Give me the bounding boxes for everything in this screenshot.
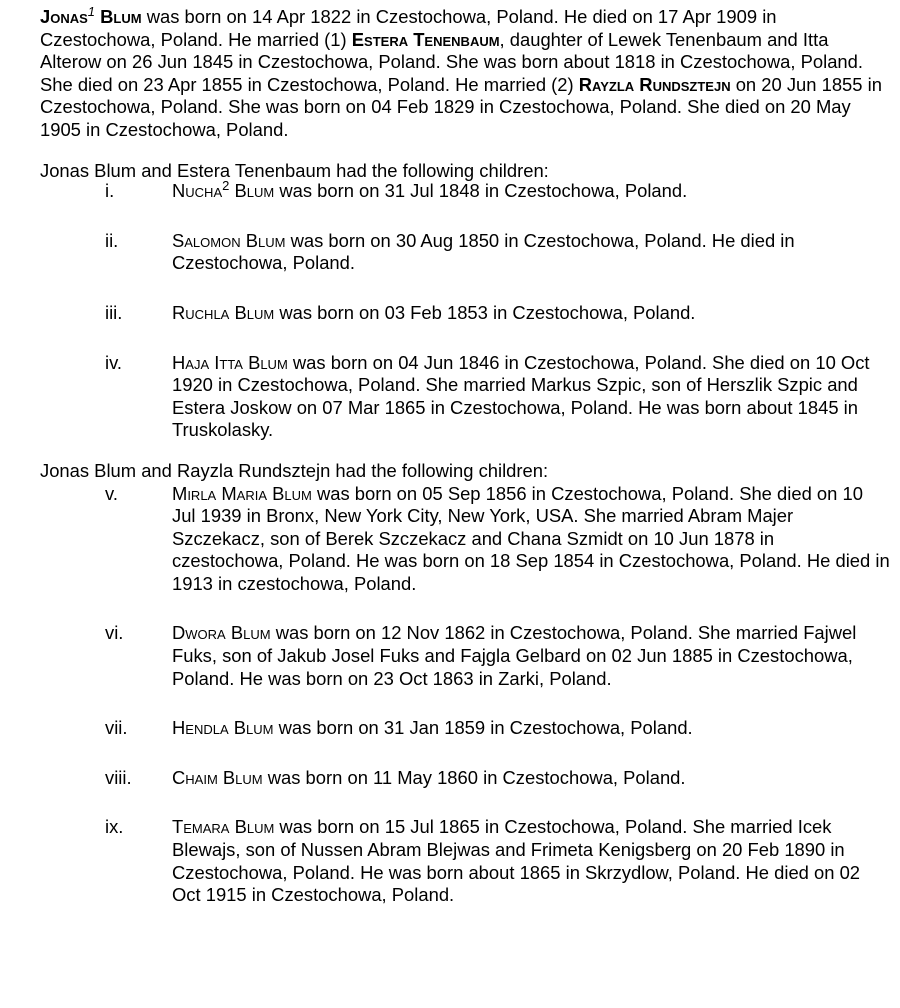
- child-details: was born on 15 Jul 1865 in Czestochowa, Poland. She married Icek Blewajs, son of Nussen Abram Blejwas and Frimeta Kenigsberg on 20 Feb 1890 in Czestochowa, Poland. He was born about 1865 in Skrzydlow, Poland. He died on 02 Oct 1915 in Czestochowa, Poland.: [172, 816, 861, 906]
- family-section: [40, 160, 890, 442]
- child-given-name: Ruchla: [172, 301, 230, 323]
- child-given-name: Temara: [172, 816, 230, 838]
- spouse-1-name: Estera Tenenbaum: [351, 28, 500, 50]
- person-given-name: Jonas: [40, 6, 88, 27]
- child-entry: [40, 816, 890, 906]
- child-given-name: Hendla: [172, 717, 229, 739]
- child-entry: [40, 230, 890, 275]
- child-surname: Blum: [234, 301, 275, 323]
- endnote-ref: 2: [222, 178, 230, 194]
- child-number: iv.: [105, 351, 123, 373]
- child-number: ix.: [105, 816, 124, 838]
- child-entry: [40, 767, 890, 790]
- child-number: viii.: [105, 766, 132, 788]
- child-details: was born on 31 Jul 1848 in Czestochowa, Poland.: [274, 180, 688, 202]
- child-details: was born on 03 Feb 1853 in Czestochowa, Poland.: [274, 301, 696, 323]
- child-given-name: Salomon: [172, 229, 241, 251]
- child-given-name: Dwora: [172, 622, 226, 644]
- child-number: vii.: [105, 717, 128, 739]
- child-details: was born on 04 Jun 1846 in Czestochowa, Poland. She died on 10 Oct 1920 in Czestochowa, Poland. She married Markus Szpic, son of Herszlik Szpic and Estera Joskow on 07 Mar 1865 in Czestochowa, Poland. He was born about 1845 in Truskolasky.: [172, 351, 870, 441]
- child-surname: Blum: [230, 622, 271, 644]
- child-details: was born on 31 Jan 1859 in Czestochowa, Poland.: [273, 717, 693, 739]
- child-number: vi.: [105, 622, 124, 644]
- child-given-name: Mirla Maria: [172, 482, 267, 504]
- child-surname: Blum: [233, 717, 274, 739]
- child-details: was born on 12 Nov 1862 in Czestochowa, Poland. She married Fajwel Fuks, son of Jakub Josel Fuks and Fajgla Gelbard on 02 Jun 1885 in Czestochowa, Poland. He was born on 23 Oct 1863 in Zarki, Poland.: [172, 622, 857, 689]
- child-entry: [40, 302, 890, 325]
- child-details: was born on 30 Aug 1850 in Czestochowa, Poland. He died in Czestochowa, Poland.: [172, 229, 795, 274]
- child-details: was born on 05 Sep 1856 in Czestochowa, Poland. She died on 10 Jul 1939 in Bronx, New York City, New York, USA. She married Abram Majer Szczekacz, son of Berek Szczekacz and Chana Szmidt on 10 Jun 1878 in czestochowa, Poland. He was born on 18 Sep 1854 in Czestochowa, Poland. He died in 1913 in czestochowa, Poland.: [172, 482, 890, 594]
- child-number: v.: [105, 482, 118, 504]
- child-surname: Blum: [234, 180, 275, 202]
- family-section: [40, 460, 890, 907]
- spouse-2-name: Rayzla Rundsztejn: [578, 73, 731, 95]
- child-given-name: Chaim: [172, 766, 218, 788]
- child-given-name: Nucha: [172, 180, 223, 202]
- child-number: ii.: [105, 229, 119, 251]
- child-number: iii.: [105, 301, 123, 323]
- child-surname: Blum: [234, 816, 275, 838]
- spouse-1-details: , daughter of Lewek Tenenbaum and Itta Alterow on 26 Jun 1845 in Czestochowa, Poland. She was born about 1818 in Czestochowa, Poland. She died on 23 Apr 1855 in Czestochowa, Poland. He married (2): [40, 28, 863, 95]
- primary-person-paragraph: [40, 6, 890, 142]
- child-entry: [40, 717, 890, 740]
- child-entry: [40, 483, 890, 596]
- child-surname: Blum: [245, 229, 286, 251]
- child-number: i.: [105, 180, 115, 202]
- person-surname: Blum: [100, 6, 142, 27]
- spouse-2-details: on 20 Jun 1855 in Czestochowa, Poland. She was born on 04 Feb 1829 in Czestochowa, Poland. She died on 20 May 1905 in Czestochowa, Poland.: [40, 73, 882, 140]
- genealogy-report: [40, 6, 890, 907]
- child-surname: Blum: [222, 766, 263, 788]
- family-intro: Jonas Blum and Rayzla Rundsztejn had the following children:: [40, 459, 549, 481]
- child-surname: Blum: [248, 351, 288, 373]
- family-intro: Jonas Blum and Estera Tenenbaum had the following children:: [40, 159, 549, 181]
- child-entry: [40, 180, 890, 203]
- endnote-ref: 1: [87, 4, 96, 19]
- child-given-name: Haja Itta: [172, 351, 243, 373]
- child-details: was born on 11 May 1860 in Czestochowa, Poland.: [262, 766, 686, 788]
- child-entry: [40, 352, 890, 442]
- person-details: was born on 14 Apr 1822 in Czestochowa, Poland. He died on 17 Apr 1909 in Czestochowa, Poland. He married (1): [40, 6, 777, 50]
- child-entry: [40, 622, 890, 690]
- child-surname: Blum: [272, 482, 312, 504]
